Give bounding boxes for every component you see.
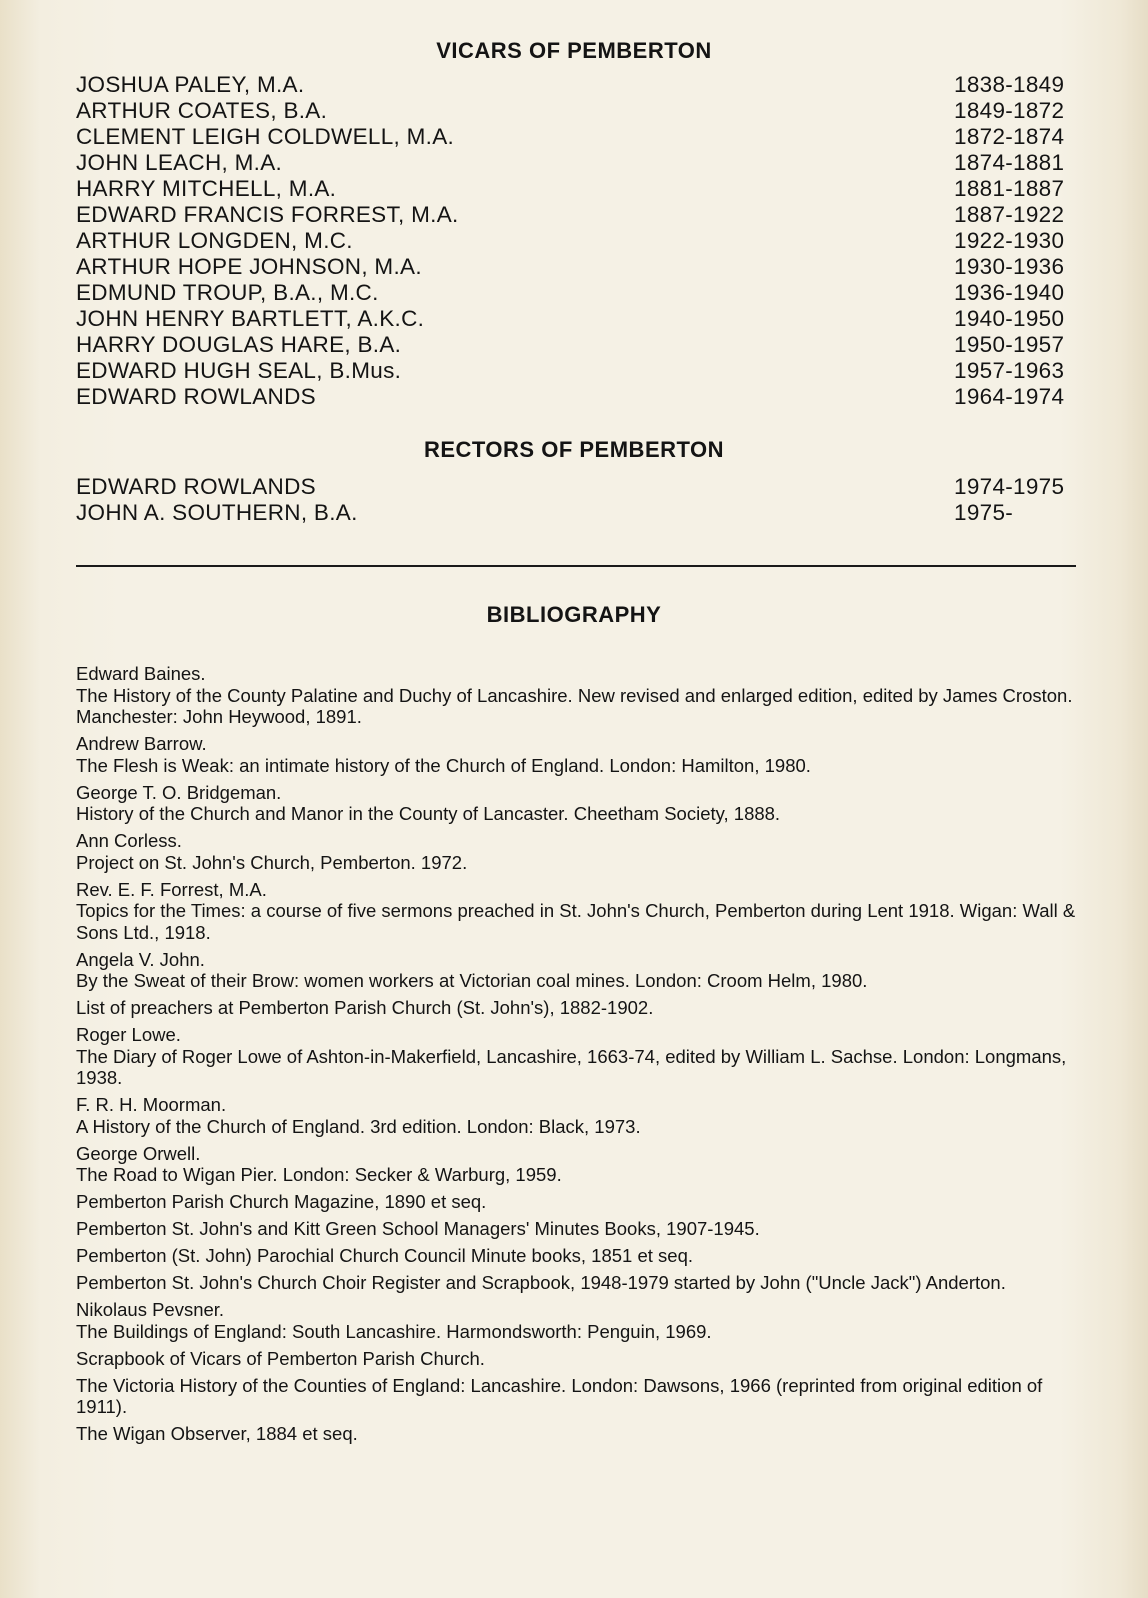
incumbent-years: 1922-1930 — [954, 228, 1065, 253]
incumbent-years: 1974-1975 — [954, 474, 1065, 499]
incumbent-years: 1940-1950 — [954, 306, 1065, 331]
section-divider — [76, 565, 1076, 567]
incumbent-name: EDWARD ROWLANDS — [76, 474, 316, 499]
incumbent-years: 1964-1974 — [954, 384, 1065, 409]
incumbent-years: 1930-1936 — [954, 254, 1065, 279]
incumbent-years: 1975- — [954, 500, 1014, 525]
entry-work: Project on St. John's Church, Pemberton. 1972. — [76, 851, 468, 873]
bibliography-entry — [76, 1191, 1076, 1213]
entry-work: The Buildings of England: South Lancashire. Harmondsworth: Penguin, 1969. — [76, 1320, 712, 1342]
bibliography-heading: BIBLIOGRAPHY — [486, 602, 662, 627]
incumbent-name: EDWARD FRANCIS FORREST, M.A. — [76, 202, 459, 227]
bibliography-entry — [76, 1218, 1076, 1240]
entry-work: By the Sweat of their Brow: women workers at Victorian coal mines. London: Croom Helm, 1980. — [76, 970, 868, 991]
incumbent-name: ARTHUR COATES, B.A. — [76, 98, 328, 123]
bibliography-entry — [76, 830, 1076, 873]
entry-work: A History of the Church of England. 3rd edition. London: Black, 1973. — [76, 1115, 641, 1137]
bibliography-entry — [76, 1299, 1076, 1342]
vicars-list — [76, 72, 1076, 410]
incumbent-name: JOSHUA PALEY, M.A. — [76, 72, 305, 97]
bibliography-entry — [76, 1245, 1076, 1267]
incumbent-years: 1950-1957 — [954, 332, 1065, 357]
vicar-row — [76, 358, 1076, 384]
rectors-list — [76, 474, 1076, 526]
entry-work: The Victoria History of the Counties of England: Lancashire. London: Dawsons, 1966 (reprinted from original edition of 1911). — [76, 1374, 1043, 1417]
vicar-row — [76, 176, 1076, 202]
incumbent-name: HARRY MITCHELL, M.A. — [76, 176, 337, 201]
incumbent-name: EDWARD ROWLANDS — [76, 384, 316, 409]
entry-author: George T. O. Bridgeman. — [76, 781, 282, 803]
vicar-row — [76, 98, 1076, 124]
incumbent-years: 1957-1963 — [954, 358, 1065, 383]
entry-author: Angela V. John. — [76, 948, 205, 970]
bibliography-entry — [76, 997, 1076, 1019]
incumbent-name: JOHN HENRY BARTLETT, A.K.C. — [76, 306, 425, 331]
entry-work: The Road to Wigan Pier. London: Secker & Warburg, 1959. — [76, 1164, 562, 1185]
bibliography-entry — [76, 1094, 1076, 1137]
incumbent-years: 1881-1887 — [954, 176, 1065, 201]
entry-work: Pemberton St. John's Church Choir Register and Scrapbook, 1948-1979 started by John ("Uncle Jack") Anderton. — [76, 1272, 1006, 1293]
entry-author: George Orwell. — [76, 1142, 201, 1164]
incumbent-years: 1872-1874 — [954, 124, 1065, 149]
incumbent-years: 1849-1872 — [954, 98, 1065, 123]
incumbent-name: EDMUND TROUP, B.A., M.C. — [76, 280, 379, 305]
bibliography-entry — [76, 949, 1076, 992]
entry-work: The History of the County Palatine and Duchy of Lancashire. New revised and enlarged edition, edited by James Croston. Manchester: John Heywood, 1891. — [76, 684, 1073, 727]
incumbent-name: JOHN LEACH, M.A. — [76, 150, 283, 175]
entry-work: Topics for the Times: a course of five sermons preached in St. John's Church, Pemberton during Lent 1918. Wigan: Wall & Sons Ltd., 1918. — [76, 900, 1076, 943]
entry-work: Pemberton (St. John) Parochial Church Council Minute books, 1851 et seq. — [76, 1245, 693, 1266]
incumbent-name: ARTHUR HOPE JOHNSON, M.A. — [76, 254, 422, 279]
vicar-row — [76, 254, 1076, 280]
entry-author: Nikolaus Pevsner. — [76, 1299, 225, 1320]
entry-author: Andrew Barrow. — [76, 733, 207, 754]
rectors-heading: RECTORS OF PEMBERTON — [423, 437, 725, 462]
vicar-row — [76, 384, 1076, 410]
vicar-row — [76, 306, 1076, 332]
entry-author: F. R. H. Moorman. — [76, 1094, 227, 1115]
entry-author: Roger Lowe. — [76, 1024, 181, 1045]
entry-work: The Wigan Observer, 1884 et seq. — [76, 1423, 358, 1444]
bibliography-entry — [76, 733, 1076, 776]
vicars-heading: VICARS OF PEMBERTON — [436, 38, 712, 63]
entry-work: List of preachers at Pemberton Parish Church (St. John's), 1882-1902. — [76, 997, 654, 1018]
vicar-row — [76, 72, 1076, 98]
vicar-row — [76, 202, 1076, 228]
incumbent-name: HARRY DOUGLAS HARE, B.A. — [76, 332, 402, 357]
entry-work: The Diary of Roger Lowe of Ashton-in-Makerfield, Lancashire, 1663-74, edited by William L. Sachse. London: Longmans, 1938. — [76, 1045, 1067, 1088]
entry-work: History of the Church and Manor in the County of Lancaster. Cheetham Society, 1888. — [76, 803, 781, 824]
vicar-row — [76, 332, 1076, 358]
bibliography-entry — [76, 1272, 1076, 1294]
incumbent-name: JOHN A. SOUTHERN, B.A. — [76, 500, 358, 525]
bibliography-entry — [76, 663, 1076, 728]
rector-row — [76, 474, 1076, 500]
incumbent-name: CLEMENT LEIGH COLDWELL, M.A. — [76, 124, 455, 149]
incumbent-years: 1887-1922 — [954, 202, 1065, 227]
rector-row — [76, 500, 1076, 526]
bibliography-entry — [76, 782, 1076, 825]
incumbent-years: 1936-1940 — [954, 280, 1065, 305]
bibliography-entry — [76, 879, 1076, 944]
incumbent-years: 1874-1881 — [954, 150, 1065, 175]
vicar-row — [76, 280, 1076, 306]
bibliography-list — [76, 663, 1076, 1450]
entry-work: The Flesh is Weak: an intimate history of the Church of England. London: Hamilton, 1980. — [76, 754, 811, 776]
entry-work: Scrapbook of Vicars of Pemberton Parish Church. — [76, 1347, 485, 1369]
entry-work: Pemberton Parish Church Magazine, 1890 et seq. — [76, 1191, 487, 1212]
vicar-row — [76, 150, 1076, 176]
incumbent-name: ARTHUR LONGDEN, M.C. — [76, 228, 353, 253]
entry-author: Rev. E. F. Forrest, M.A. — [76, 878, 267, 900]
bibliography-entry — [76, 1024, 1076, 1089]
bibliography-entry — [76, 1143, 1076, 1186]
entry-author: Ann Corless. — [76, 830, 182, 851]
entry-author: Edward Baines. — [76, 663, 206, 684]
incumbent-years: 1838-1849 — [954, 72, 1065, 97]
entry-work: Pemberton St. John's and Kitt Green School Managers' Minutes Books, 1907-1945. — [76, 1218, 760, 1239]
bibliography-entry — [76, 1423, 1076, 1445]
bibliography-entry — [76, 1348, 1076, 1370]
vicar-row — [76, 124, 1076, 150]
incumbent-name: EDWARD HUGH SEAL, B.Mus. — [76, 358, 402, 383]
vicar-row — [76, 228, 1076, 254]
bibliography-entry — [76, 1375, 1076, 1418]
